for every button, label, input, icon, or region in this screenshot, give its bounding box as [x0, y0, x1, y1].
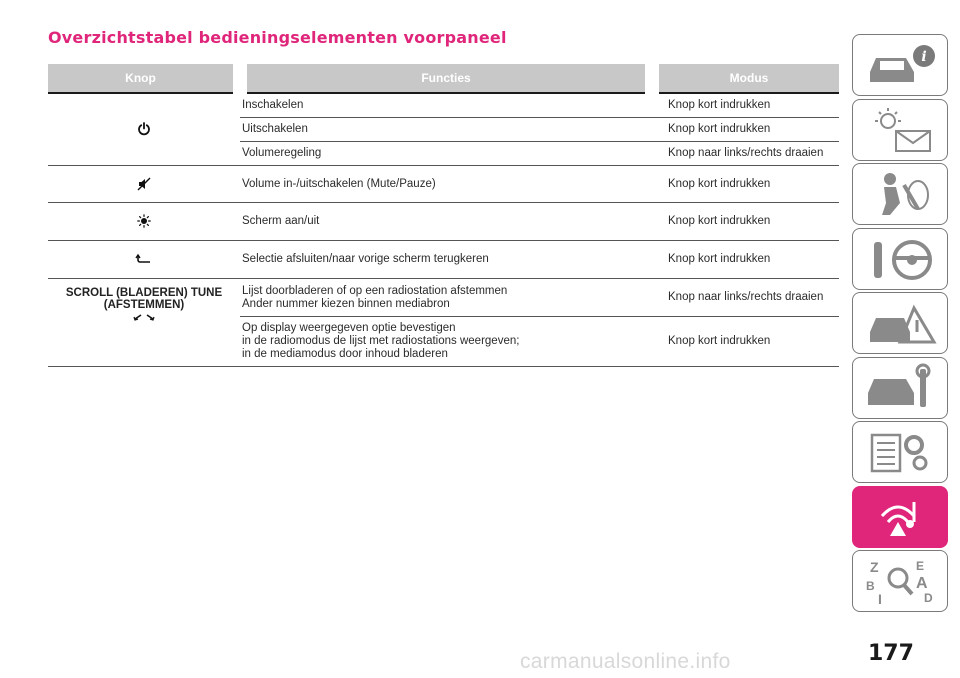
mode-cell: Knop kort indrukken — [652, 317, 839, 367]
mode-cell: Knop naar links/rechts draaien — [652, 279, 839, 317]
controls-table — [48, 64, 839, 367]
tab-starting-driving[interactable] — [852, 228, 948, 290]
svg-text:D: D — [924, 591, 933, 605]
watermark: carmanualsonline.info — [520, 650, 731, 673]
index-search-icon — [860, 554, 940, 608]
tab-safety[interactable] — [852, 163, 948, 225]
header-functies: Functies — [240, 64, 652, 93]
power-knob-cell — [48, 93, 240, 166]
power-icon — [137, 122, 151, 136]
mode-cell: Knop kort indrukken — [652, 241, 839, 279]
table-row — [48, 93, 839, 118]
function-cell — [240, 317, 652, 367]
chapter-nav — [852, 34, 948, 615]
warning-lights-icon — [860, 105, 940, 155]
function-cell: Volume in-/uitschakelen (Mute/Pauze) — [240, 166, 652, 203]
mode-cell: Knop kort indrukken — [652, 166, 839, 203]
svg-text:A: A — [916, 575, 928, 592]
function-line: in de mediamodus door inhoud bladeren — [242, 348, 448, 360]
svg-text:I: I — [878, 591, 882, 607]
function-cell: Scherm aan/uit — [240, 203, 652, 241]
tab-maintenance[interactable] — [852, 357, 948, 419]
back-arrow-icon — [135, 253, 153, 265]
function-line: Lijst doorbladeren of op een radiostation afstemmen — [242, 284, 508, 297]
page-title: Overzichtstabel bedieningselementen voorpaneel — [48, 28, 507, 47]
mute-knob-cell — [48, 166, 240, 203]
svg-text:B: B — [866, 579, 875, 593]
rotary-knob-icon — [133, 313, 155, 321]
table-row — [48, 166, 839, 203]
page-number: 177 — [868, 641, 914, 666]
airbag-safety-icon — [860, 169, 940, 219]
function-cell: Uitschakelen — [240, 118, 652, 142]
table-row — [48, 241, 839, 279]
key-steering-wheel-icon — [860, 234, 940, 284]
function-cell: Selectie afsluiten/naar vorige scherm terugkeren — [240, 241, 652, 279]
function-line: in de radiomodus de lijst met radiostations weergeven; — [242, 335, 520, 347]
tab-car-info[interactable] — [852, 34, 948, 96]
tab-multimedia[interactable] — [852, 486, 948, 548]
car-info-icon — [860, 40, 940, 90]
scroll-knob-label-2: (AFSTEMMEN) — [103, 299, 185, 311]
car-service-icon — [860, 363, 940, 413]
function-cell — [240, 279, 652, 317]
table-header-row — [48, 64, 839, 93]
tab-emergency[interactable] — [852, 292, 948, 354]
multimedia-icon — [860, 492, 940, 542]
scroll-knob-label: SCROLL (BLADEREN) TUNE — [65, 287, 223, 299]
screen-brightness-icon — [137, 214, 151, 228]
table-row — [48, 203, 839, 241]
car-crash-icon — [860, 298, 940, 348]
svg-text:Z: Z — [870, 559, 879, 575]
header-knop: Knop — [48, 64, 240, 93]
mute-icon — [137, 177, 151, 191]
tab-index[interactable] — [852, 550, 948, 612]
svg-text:E: E — [916, 559, 925, 573]
tab-warning-lights[interactable] — [852, 99, 948, 161]
mode-cell: Knop kort indrukken — [652, 93, 839, 118]
function-cell: Inschakelen — [240, 93, 652, 118]
function-cell: Volumeregeling — [240, 142, 652, 166]
tab-technical-data[interactable] — [852, 421, 948, 483]
table-row — [48, 279, 839, 317]
scroll-knob-cell — [48, 279, 240, 367]
mode-cell: Knop kort indrukken — [652, 203, 839, 241]
screen-knob-cell — [48, 203, 240, 241]
mode-cell: Knop kort indrukken — [652, 118, 839, 142]
function-line: Op display weergegeven optie bevestigen — [242, 322, 456, 334]
function-line: Ander nummer kiezen binnen mediabron — [242, 297, 450, 310]
svg-text:i: i — [921, 49, 927, 65]
technical-data-icon — [860, 427, 940, 477]
mode-cell: Knop naar links/rechts draaien — [652, 142, 839, 166]
header-modus: Modus — [652, 64, 839, 93]
back-knob-cell — [48, 241, 240, 279]
